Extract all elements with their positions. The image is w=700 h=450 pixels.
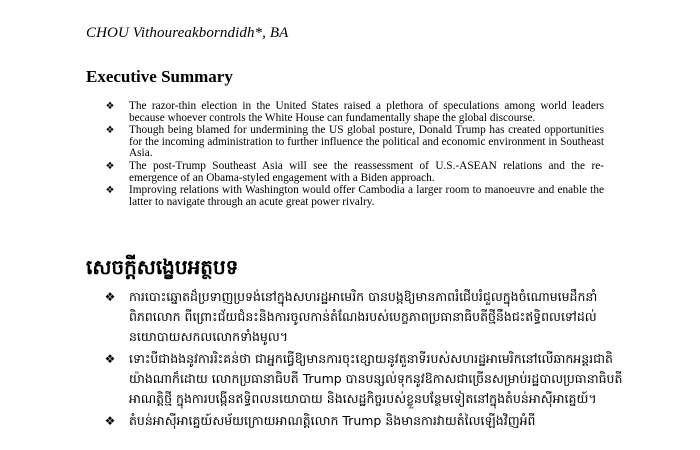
- list-item: [104, 125, 604, 160]
- author-line: CHOU Vithoureakborndidh*, BA: [86, 25, 289, 41]
- executive-summary-list: [104, 101, 604, 209]
- diamond-bullet-icon: ❖: [104, 352, 116, 366]
- list-item: [104, 411, 626, 431]
- list-item: [104, 101, 604, 124]
- list-item-text: The post-Trump Southeast Asia will see the reassessment of U.S.-ASEAN relations and the re-emergence of an Obama-styled engagement with a Biden approach.: [129, 159, 604, 184]
- list-item-text: Improving relations with Washington would offer Cambodia a larger room to manoeuvre and enable the latter to navigate through an acute great power rivalry.: [129, 184, 604, 208]
- list-item-text: Though being blamed for undermining the US global posture, Donald Trump has created opportunities for the incoming administration to further influence the political and economic environment in Southeast Asia.: [129, 124, 604, 160]
- diamond-bullet-icon: ❖: [105, 101, 115, 112]
- khmer-summary-list: [104, 287, 626, 433]
- list-item: [104, 185, 604, 208]
- diamond-bullet-icon: ❖: [104, 290, 116, 304]
- list-item: [104, 161, 604, 184]
- list-item-text: ការបោះឆ្នោតដ៏ប្រទាញប្រទង់នៅក្នុងសហរដ្ឋអាមេរិក បានបង្កឱ្យមានភាពរំជើបរំជួលក្នុងចំណោមមេដឹកនាំពិភពលោក ពីព្រោះជ័យជំនះនិងការចូលកាន់តំណែងរបស់បេក្ខភាពប្រធានាធិបតីថ្មីនឹងជះឥទ្ធិពលទៅដល់នយោបាយសកលលោកទាំងមូល។: [129, 289, 598, 344]
- list-item: [104, 349, 626, 409]
- list-item-text: The razor-thin election in the United States raised a plethora of speculations among world leaders because whoever controls the White House can fundamentally shape the global discourse.: [129, 100, 604, 124]
- diamond-bullet-icon: ❖: [104, 414, 116, 428]
- list-item-text: តំបន់អាស៊ីអាគ្នេយ៍សម័យក្រោយអាណត្តិលោក Trump និងមានការវាយតំលៃឡើងវិញអំពី: [129, 413, 536, 428]
- khmer-summary-heading: សេចក្តីសង្ខេបអត្ថបទ: [86, 255, 239, 279]
- diamond-bullet-icon: ❖: [105, 185, 115, 197]
- list-item: [104, 287, 626, 347]
- diamond-bullet-icon: ❖: [105, 125, 115, 137]
- list-item-text: ទោះបីជាងងនូវការរិះគន់ថា ជាអ្នកធ្វើឱ្យមានការចុះខ្សោយនូវតួនាទីរបស់សហរដ្ឋអាមេរិកនៅលើឆាកអន្តរជាតិយ៉ាងណាក៏ដោយ លោកប្រធានាធិបតី Trump បានបន្សល់ទុកនូវឱកាសជាច្រើនសម្រាប់រដ្ឋបាលប្រធានាធិបតីអាណត្តិថ្មី ក្នុងការបង្កើនឥទ្ធិពលនយោបាយ និងសេដ្ឋកិច្ចរបស់ខ្លួនបន្ថែមទៀតនៅក្នុងតំបន់អាស៊ីអាគ្នេយ៍។: [129, 351, 623, 406]
- executive-summary-heading: Executive Summary: [86, 67, 233, 86]
- diamond-bullet-icon: ❖: [105, 160, 115, 172]
